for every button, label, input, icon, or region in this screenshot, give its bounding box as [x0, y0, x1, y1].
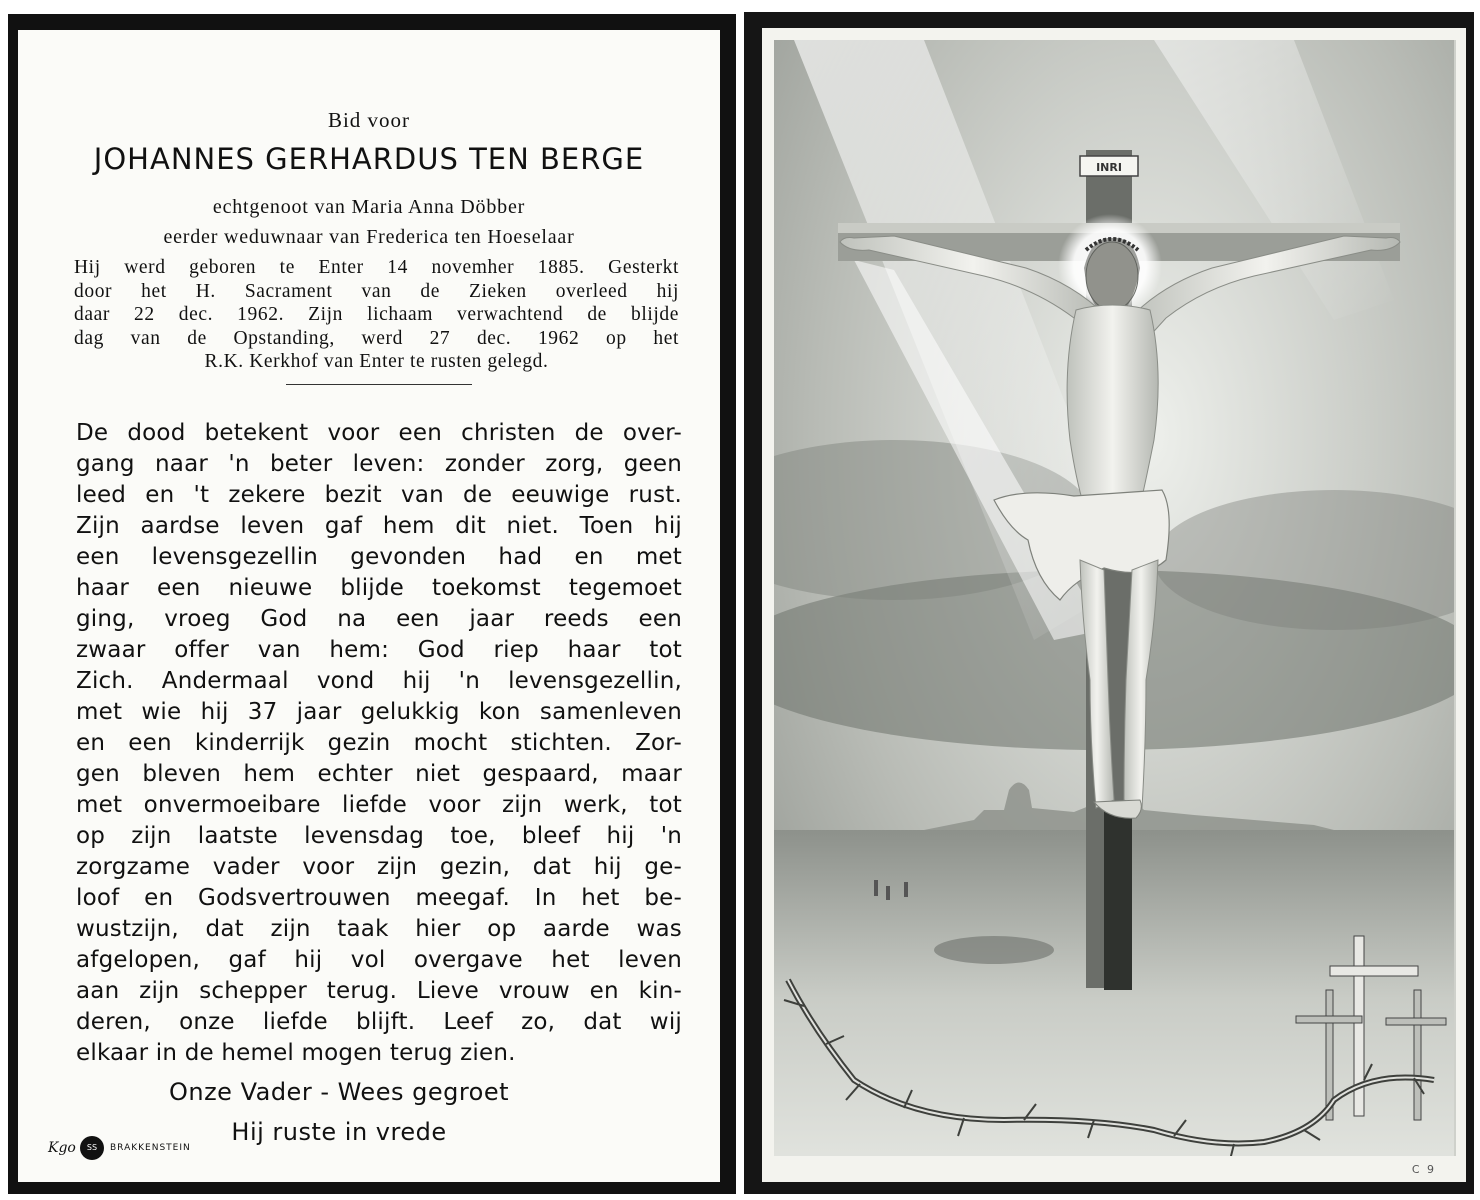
memorial-card-image-side: [744, 12, 1474, 1194]
inri-text: INRI: [1096, 161, 1122, 174]
biography: [74, 256, 679, 374]
bio-line: dag van de Opstanding, werd 27 dec. 1962 op het: [74, 327, 679, 349]
printer-mark: [48, 1136, 191, 1160]
text-line: gen bleven hem echter niet gespaard, maar: [76, 761, 682, 787]
printer-logo-icon: Kgo: [48, 1140, 76, 1156]
card-code: C 9: [1411, 1163, 1436, 1176]
rock: [934, 936, 1054, 964]
figure: [904, 882, 908, 897]
crucifix-illustration: [774, 40, 1456, 1156]
text-line: Zijn aardse leven gaf hem dit niet. Toen hij: [76, 513, 682, 539]
text-line: elkaar in de hemel mogen terug zien.: [76, 1040, 516, 1066]
text-line: loof en Godsvertrouwen meegaf. In het be-: [76, 885, 682, 911]
printer-seal-icon: SS: [80, 1136, 104, 1160]
crucifix-scene-svg: [774, 40, 1454, 1156]
text-line: zorgzame vader voor zijn gezin, dat hij ge-: [76, 854, 682, 880]
bio-line: Hij werd geboren te Enter 14 novemher 1885. Gesterkt: [74, 257, 679, 278]
text-line: ging, vroeg God na een jaar reeds een: [76, 606, 682, 632]
text-line: aan zijn schepper terug. Lieve vrouw en kin-: [76, 978, 682, 1004]
figure: [874, 880, 878, 896]
cross-post-shadow: [1104, 810, 1132, 990]
text-line: wustzijn, dat zijn taak hier op aarde was: [76, 916, 682, 942]
torso: [1067, 305, 1158, 506]
text-line: een levensgezellin gevonden had en met: [76, 544, 682, 570]
small-cross-bar: [1330, 966, 1418, 976]
bio-line: daar 22 dec. 1962. Zijn lichaam verwachtend de blijde: [74, 304, 679, 326]
text-line: met onvermoeibare liefde voor zijn werk, tot: [76, 792, 682, 818]
card-heading: Bid voor: [327, 108, 411, 132]
text-line: afgelopen, gaf hij vol overgave het leven: [76, 947, 682, 973]
text-line: gang naar 'n beter leven: zonder zorg, geen: [76, 451, 682, 477]
text-line: haar een nieuwe blijde toekomst tegemoet: [76, 575, 682, 601]
divider-line: [286, 384, 472, 385]
prayer-line: Onze Vader - Wees gegroet: [168, 1078, 510, 1106]
card-paper: [18, 30, 720, 1182]
text-line: De dood betekent voor een christen de over-: [76, 420, 682, 446]
bio-line: door het H. Sacrament van de Zieken overleed hij: [74, 280, 679, 302]
memorial-card-text-side: [8, 14, 736, 1194]
text-line: met wie hij 37 jaar gelukkig kon samenleven: [76, 699, 682, 725]
bio-line: R.K. Kerkhof van Enter te rusten gelegd.: [204, 351, 549, 373]
figure: [886, 886, 890, 900]
small-cross-right-bar: [1386, 1018, 1446, 1025]
text-line: op zijn laatste levensdag toe, bleef hij 'n: [76, 823, 682, 849]
text-line: en een kinderrijk gezin mocht stichten. Zor-: [76, 730, 682, 756]
spouse-line: echtgenoot van Maria Anna Döbber: [212, 196, 526, 218]
image-frame: [762, 28, 1466, 1182]
text-line: deren, onze liefde blijft. Leef zo, dat wij: [76, 1009, 682, 1035]
small-cross-right: [1414, 990, 1421, 1120]
widower-line: eerder weduwnaar van Frederica ten Hoeselaar: [163, 226, 575, 248]
printer-name: BRAKKENSTEIN: [110, 1143, 191, 1153]
deceased-name: JOHANNES GERHARDUS TEN BERGE: [93, 142, 645, 176]
small-cross-left-bar: [1296, 1016, 1362, 1023]
text-line: Zich. Andermaal vond hij 'n levensgezellin,: [76, 668, 682, 694]
memorial-text: [76, 418, 682, 1069]
text-line: leed en 't zekere bezit van de eeuwige rust.: [76, 482, 682, 508]
text-line: zwaar offer van hem: God riep haar tot: [76, 637, 682, 663]
closing-line: Hij ruste in vrede: [231, 1118, 447, 1146]
